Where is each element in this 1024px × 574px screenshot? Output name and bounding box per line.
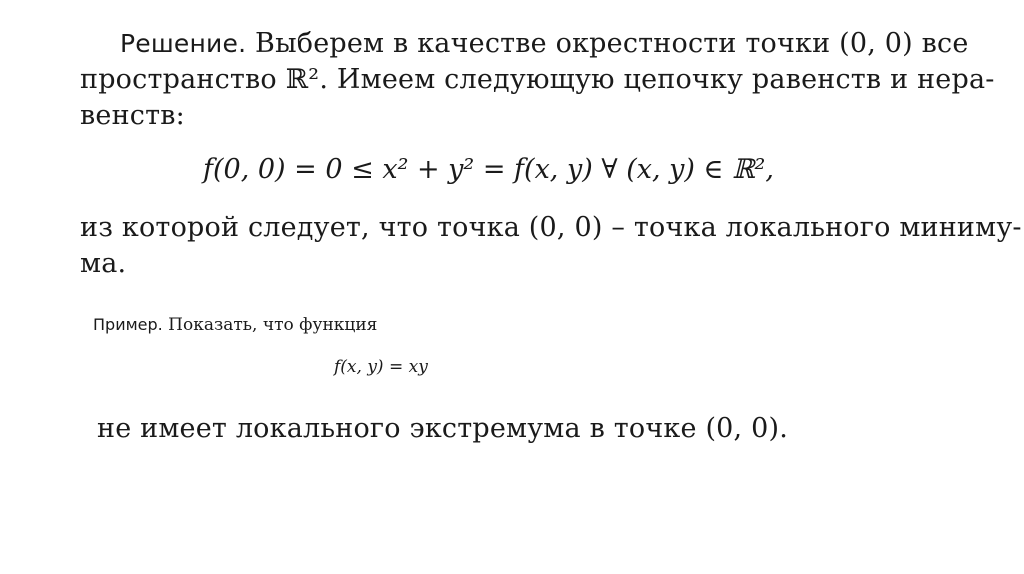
conclusion-line-2: ма. bbox=[80, 248, 127, 279]
solution-line-2: пространство ℝ². Имеем следующую цепочку равенств и нера- bbox=[80, 64, 995, 95]
example-heading: Пример. bbox=[93, 315, 163, 334]
solution-line-1-text: Выберем в качестве окрестности точки (0, 0) все bbox=[255, 28, 969, 59]
example-line bbox=[93, 314, 377, 336]
solution-line-3: венств: bbox=[80, 100, 185, 131]
solution-heading: Решение. bbox=[120, 29, 247, 58]
example-formula: f(x, y) = xy bbox=[334, 357, 428, 377]
solution-formula: f(0, 0) = 0 ≤ x² + y² = f(x, y) ∀ (x, y) ∈ ℝ², bbox=[203, 154, 774, 185]
solution-line-1 bbox=[120, 28, 969, 60]
example-conclusion: не имеет локального экстремума в точке (0, 0). bbox=[97, 413, 789, 444]
conclusion-line-1: из которой следует, что точка (0, 0) – точка локального миниму- bbox=[80, 212, 1022, 243]
example-text: Показать, что функция bbox=[168, 315, 378, 335]
